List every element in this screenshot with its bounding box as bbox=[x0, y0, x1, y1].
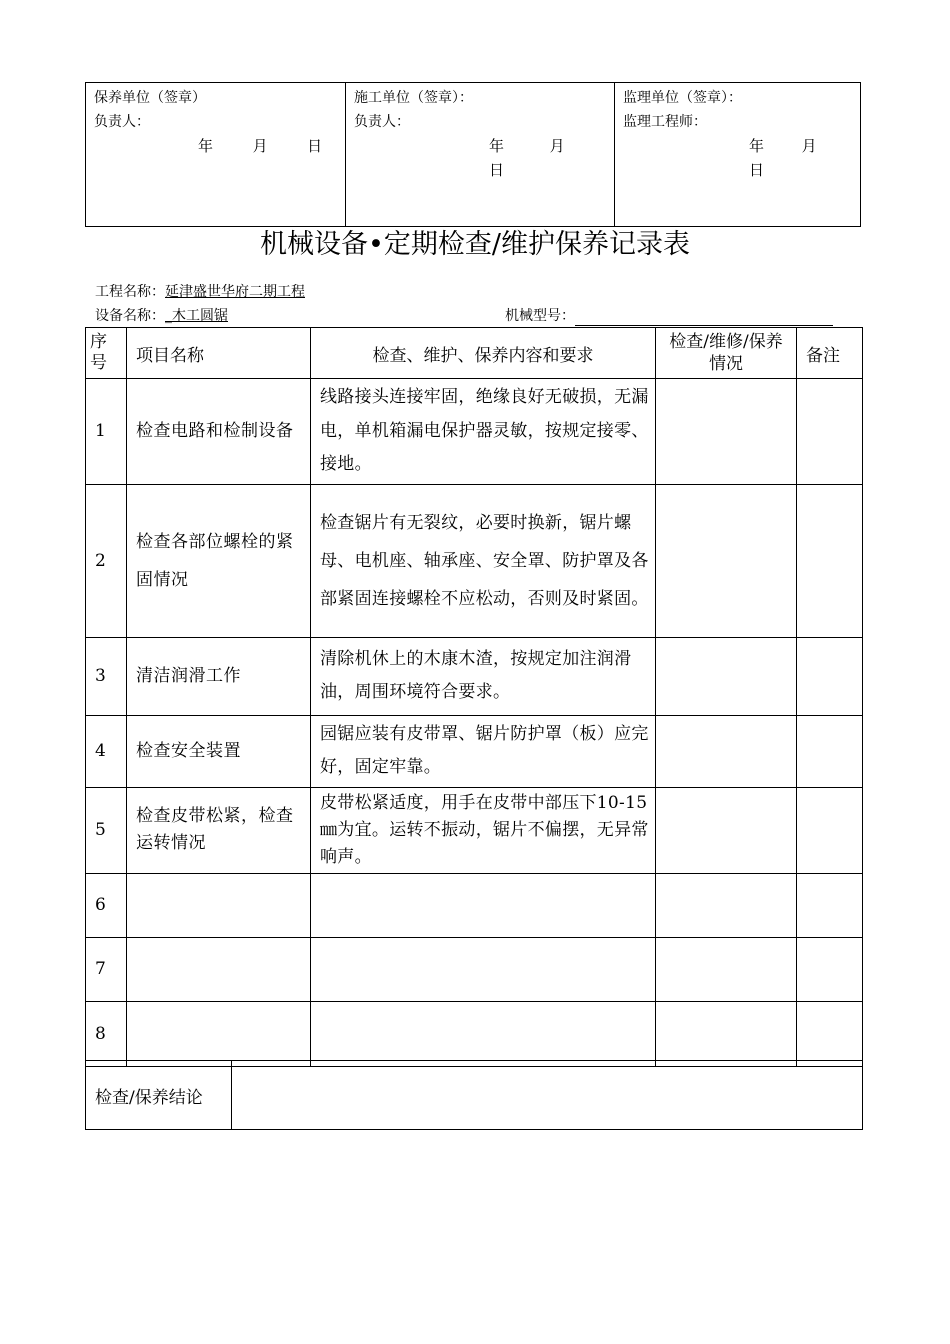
signature-block bbox=[85, 82, 861, 227]
row-content: 检查锯片有无裂纹，必要时换新，锯片螺母、电机座、轴承座、安全罩、防护罩及各部紧固连接螺栓不应松动，否则及时紧固。 bbox=[311, 484, 656, 637]
date-month: 月 bbox=[549, 137, 565, 155]
row-item[interactable] bbox=[127, 937, 311, 1001]
row-seq: 2 bbox=[86, 484, 127, 637]
page-title: 机械设备•定期检查/维护保养记录表 bbox=[259, 229, 691, 260]
construction-unit-cell bbox=[346, 83, 615, 226]
date-day: 日 bbox=[307, 137, 323, 155]
row-seq: 5 bbox=[86, 787, 127, 873]
supervision-person-label: 监理工程师： bbox=[623, 114, 707, 130]
row-seq: 7 bbox=[86, 937, 127, 1001]
date-month: 月 bbox=[801, 137, 817, 155]
row-item[interactable] bbox=[127, 1001, 311, 1066]
maintenance-unit-cell bbox=[86, 83, 346, 226]
table-row bbox=[86, 637, 863, 715]
model-line bbox=[505, 306, 833, 326]
conclusion-field[interactable] bbox=[232, 1061, 863, 1130]
row-remark[interactable] bbox=[797, 637, 863, 715]
row-item: 检查电路和检制设备 bbox=[127, 379, 311, 485]
date-day: 日 bbox=[489, 161, 505, 179]
maintenance-date bbox=[198, 134, 322, 158]
header-seq: 序号 bbox=[86, 328, 127, 379]
conclusion-row bbox=[86, 1061, 863, 1130]
inspection-table bbox=[85, 327, 863, 1067]
row-content: 园锯应装有皮带罩、锯片防护罩（板）应完好，固定牢靠。 bbox=[311, 715, 656, 787]
equipment-label: 设备名称： bbox=[95, 308, 165, 324]
header-remark: 备注 bbox=[797, 328, 863, 379]
row-seq: 1 bbox=[86, 379, 127, 485]
table-header-row bbox=[86, 328, 863, 379]
row-seq: 6 bbox=[86, 873, 127, 937]
row-status[interactable] bbox=[656, 937, 797, 1001]
row-item: 检查皮带松紧，检查运转情况 bbox=[127, 787, 311, 873]
row-item: 检查各部位螺栓的紧固情况 bbox=[127, 484, 311, 637]
row-item: 清洁润滑工作 bbox=[127, 637, 311, 715]
row-remark[interactable] bbox=[797, 715, 863, 787]
supervision-unit-label: 监理单位（签章）： bbox=[623, 90, 742, 106]
construction-person-label: 负责人： bbox=[354, 114, 410, 130]
maintenance-person-label: 负责人： bbox=[94, 114, 150, 130]
table-row bbox=[86, 787, 863, 873]
table-row bbox=[86, 873, 863, 937]
table-row bbox=[86, 484, 863, 637]
table-row bbox=[86, 379, 863, 485]
date-month: 月 bbox=[252, 137, 268, 155]
supervision-date bbox=[749, 134, 860, 182]
date-year: 年 bbox=[489, 137, 505, 155]
row-remark[interactable] bbox=[797, 484, 863, 637]
row-content[interactable] bbox=[311, 937, 656, 1001]
row-content: 线路接头连接牢固，绝缘良好无破损，无漏电，单机箱漏电保护器灵敏，按规定接零、接地。 bbox=[311, 379, 656, 485]
header-status: 检查/维修/保养情况 bbox=[656, 328, 797, 379]
row-content[interactable] bbox=[311, 1001, 656, 1066]
project-label: 工程名称： bbox=[95, 284, 165, 300]
project-line bbox=[95, 282, 305, 302]
row-status[interactable] bbox=[656, 873, 797, 937]
table-row bbox=[86, 715, 863, 787]
equipment-line bbox=[95, 306, 440, 326]
row-content: 皮带松紧适度，用手在皮带中部压下10-15 ㎜为宜。运转不振动，锯片不偏摆，无异常响声。 bbox=[311, 787, 656, 873]
row-seq: 8 bbox=[86, 1001, 127, 1066]
construction-unit-label: 施工单位（签章）： bbox=[354, 90, 473, 106]
row-status[interactable] bbox=[656, 637, 797, 715]
row-remark[interactable] bbox=[797, 937, 863, 1001]
project-name: 延津盛世华府二期工程 bbox=[165, 284, 305, 300]
date-year: 年 bbox=[749, 137, 765, 155]
row-status[interactable] bbox=[656, 484, 797, 637]
row-item[interactable] bbox=[127, 873, 311, 937]
construction-date bbox=[489, 134, 614, 182]
model-field[interactable] bbox=[575, 309, 833, 326]
model-label: 机械型号： bbox=[505, 308, 575, 324]
row-remark[interactable] bbox=[797, 873, 863, 937]
row-seq: 4 bbox=[86, 715, 127, 787]
row-seq: 3 bbox=[86, 637, 127, 715]
row-status[interactable] bbox=[656, 715, 797, 787]
row-item: 检查安全装置 bbox=[127, 715, 311, 787]
conclusion-label: 检查/保养结论 bbox=[86, 1061, 232, 1130]
row-status[interactable] bbox=[656, 1001, 797, 1066]
date-year: 年 bbox=[198, 137, 214, 155]
row-content: 清除机休上的木康木渣，按规定加注润滑油，周围环境符合要求。 bbox=[311, 637, 656, 715]
maintenance-unit-label: 保养单位（签章） bbox=[94, 90, 206, 106]
row-remark[interactable] bbox=[797, 379, 863, 485]
conclusion-table bbox=[85, 1060, 863, 1130]
date-day: 日 bbox=[749, 161, 765, 179]
row-remark[interactable] bbox=[797, 1001, 863, 1066]
row-remark[interactable] bbox=[797, 787, 863, 873]
supervision-unit-cell bbox=[615, 83, 860, 226]
row-content[interactable] bbox=[311, 873, 656, 937]
equipment-name: _木工圆锯 bbox=[165, 308, 228, 324]
row-status[interactable] bbox=[656, 787, 797, 873]
table-row bbox=[86, 937, 863, 1001]
table-row bbox=[86, 1001, 863, 1066]
row-status[interactable] bbox=[656, 379, 797, 485]
header-item: 项目名称 bbox=[127, 328, 311, 379]
header-content: 检查、维护、保养内容和要求 bbox=[311, 328, 656, 379]
